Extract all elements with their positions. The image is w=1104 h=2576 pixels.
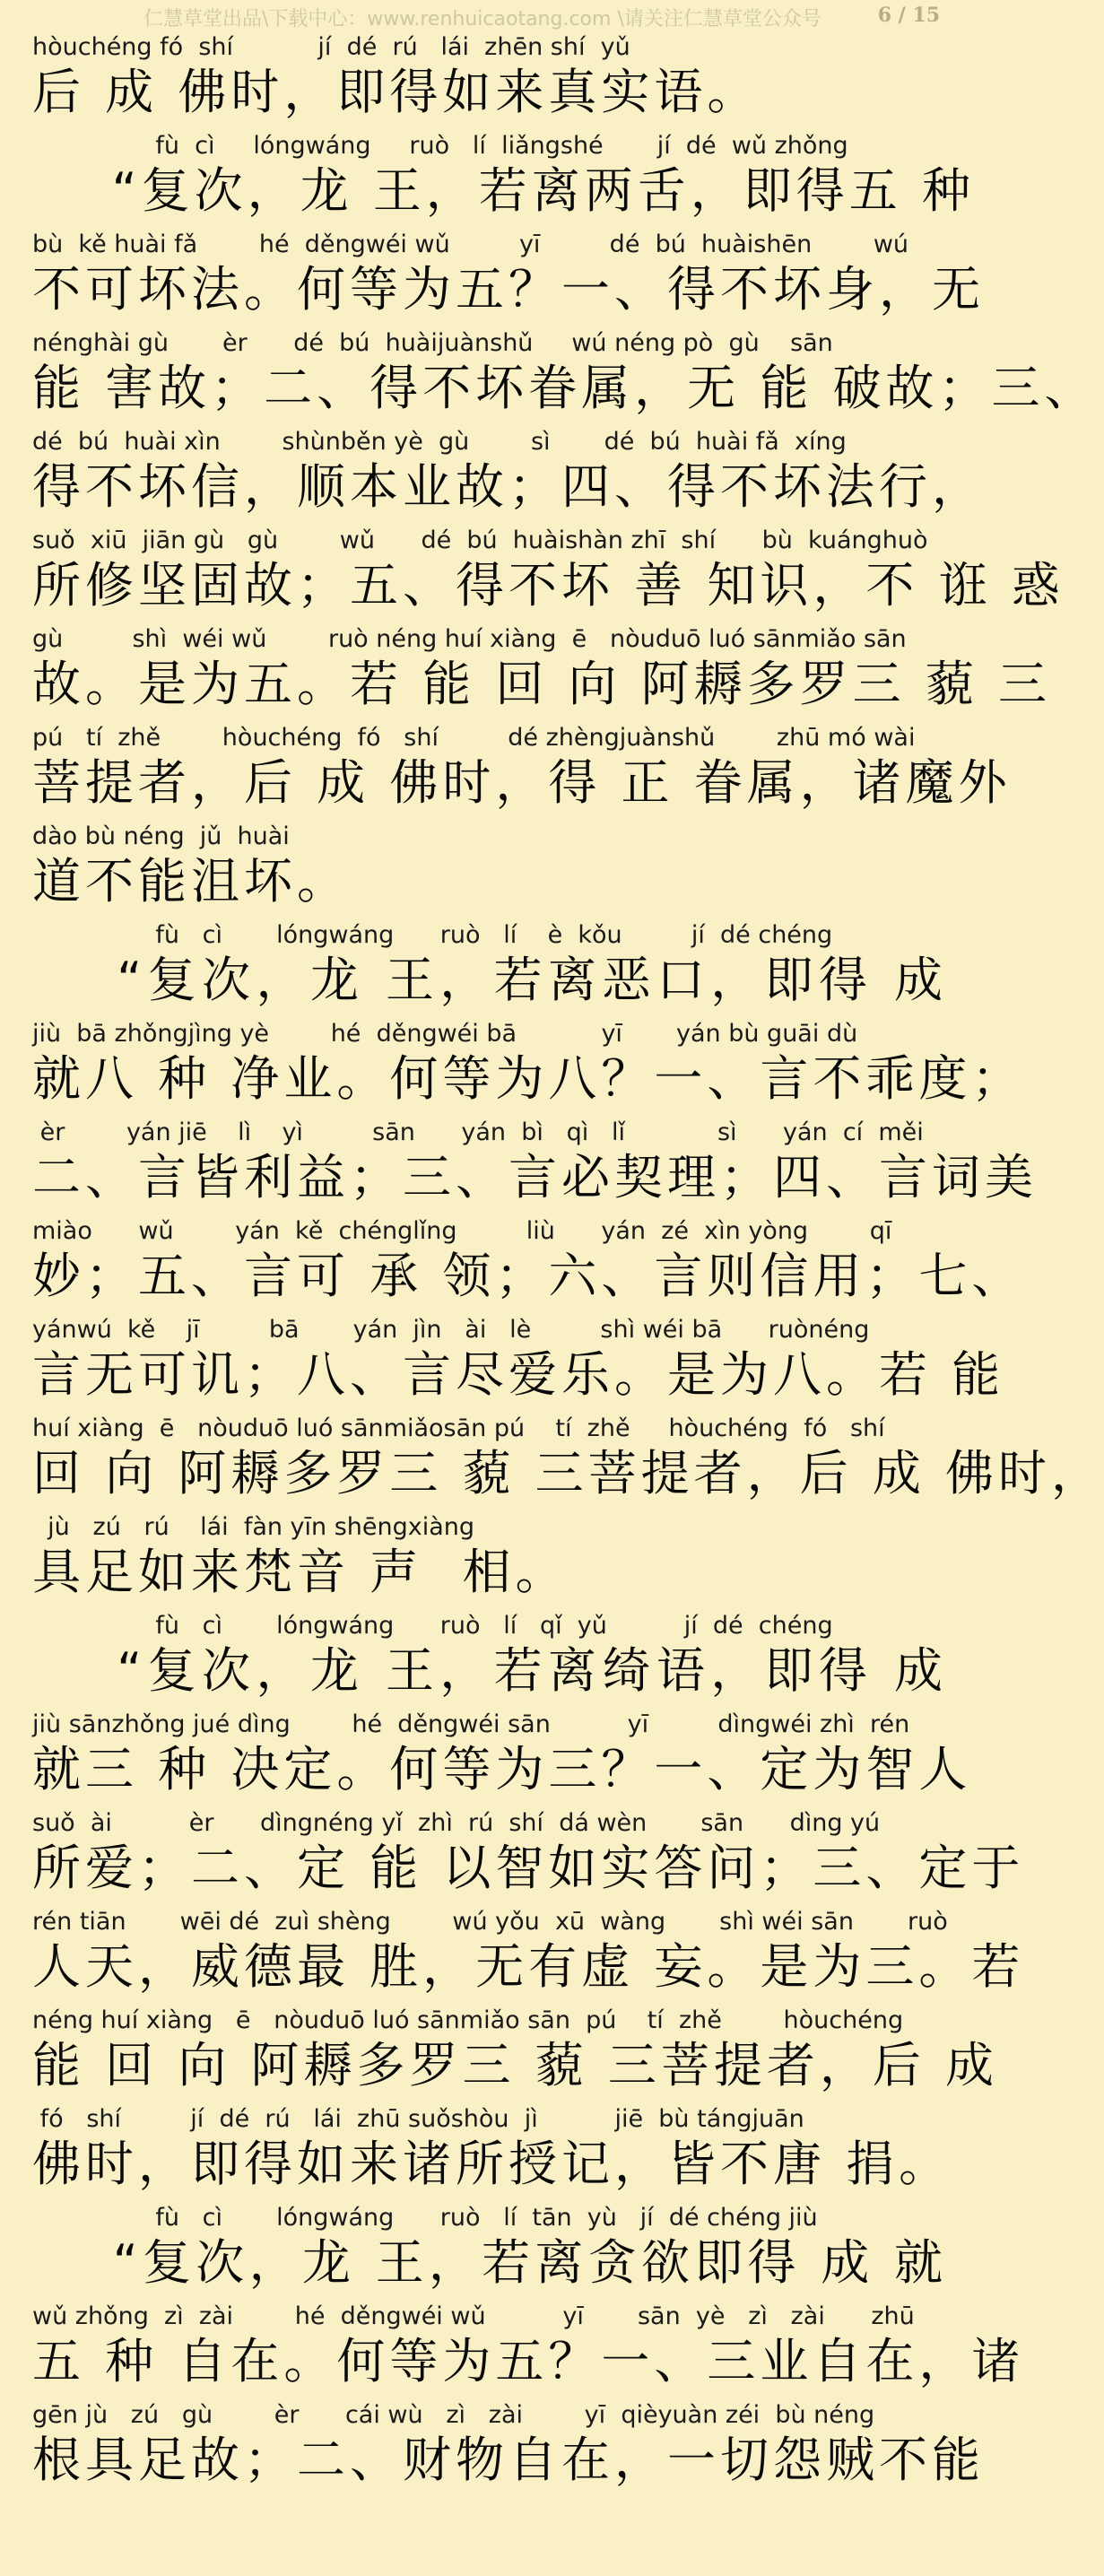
text-line bbox=[32, 126, 975, 224]
pinyin-line: gēn jù zú gù èr cái wù zì zài yī qièyuàn zéi bù néng bbox=[32, 2401, 875, 2429]
text-line bbox=[32, 2099, 952, 2197]
text-line bbox=[32, 1310, 1005, 1408]
pinyin-line: jù zú rú lái fàn yīn shēngxiàng bbox=[32, 1513, 475, 1541]
text-line bbox=[32, 2395, 985, 2493]
text-line bbox=[32, 1408, 1104, 1507]
text-line bbox=[32, 1606, 947, 1704]
text-line bbox=[32, 718, 1012, 816]
text-line bbox=[32, 323, 1098, 422]
chinese-line: 所修坚固故；五、得不坏 善 知识，不 诳 惑 bbox=[32, 557, 1065, 614]
chinese-line: “复次，龙 王，若离恶口，即得 成 bbox=[32, 952, 947, 1008]
chinese-line: 五 种 自在。何等为五？一、三业自在，诸 bbox=[32, 2333, 1025, 2389]
chinese-line: 就三 种 决定。何等为三？一、定为智人 bbox=[32, 1741, 972, 1797]
text-line bbox=[32, 1803, 1025, 1902]
pinyin-line: néng huí xiàng ē nòuduō luó sānmiǎo sān pú tí zhě hòuchéng bbox=[32, 2006, 904, 2034]
chinese-line: 佛时，即得如来诸所授记，皆不唐 捐。 bbox=[32, 2136, 952, 2192]
text-line bbox=[32, 2296, 1025, 2395]
text-line bbox=[32, 520, 1065, 619]
pinyin-line: yánwú kě jī bā yán jìn ài lè shì wéi bā ruònéng bbox=[32, 1316, 870, 1344]
text-line bbox=[32, 1211, 1025, 1310]
pinyin-line: miào wǔ yán kě chénglǐng liù yán zé xìn yòng qī bbox=[32, 1217, 892, 1245]
text-line bbox=[32, 1112, 1038, 1211]
pinyin-line: fù cì lóngwáng ruò lí liǎngshé jí dé wǔ zhǒng bbox=[32, 132, 848, 160]
chinese-line: 菩提者，后 成 佛时，得 正 眷属，诸魔外 bbox=[32, 754, 1012, 811]
pinyin-line: suǒ xiū jiān gù gù wǔ dé bú huàishàn zhī shí bù kuánghuò bbox=[32, 527, 928, 554]
pinyin-line: fù cì lóngwáng ruò lí qǐ yǔ jí dé chéng bbox=[32, 1612, 833, 1640]
pinyin-line: rén tiān wēi dé zuì shèng wú yǒu xū wàng shì wéi sān ruò bbox=[32, 1908, 948, 1936]
chinese-line: 故。是为五。若 能 回 向 阿耨多罗三 藐 三 bbox=[32, 656, 1051, 712]
chinese-line: 妙；五、言可 承 领；六、言则信用；七、 bbox=[32, 1248, 1025, 1304]
text-line bbox=[32, 422, 985, 520]
text-line bbox=[32, 2197, 947, 2296]
pinyin-line: huí xiàng ē nòuduō luó sānmiǎosān pú tí zhě hòuchéng fó shí bbox=[32, 1414, 885, 1442]
chinese-line: 具足如来梵音 声 相。 bbox=[32, 1544, 569, 1600]
text-line bbox=[32, 1014, 1025, 1112]
text-line bbox=[32, 224, 985, 323]
text-line bbox=[32, 915, 947, 1014]
chinese-line: “复次，龙 王，若离两舌，即得五 种 bbox=[32, 162, 975, 219]
text-line bbox=[32, 2000, 998, 2099]
text-line bbox=[32, 1704, 972, 1803]
pinyin-line: gù shì wéi wǔ ruò néng huí xiàng ē nòuduō luó sānmiǎo sān bbox=[32, 625, 907, 653]
pinyin-line: hòuchéng fó shí jí dé rú lái zhēn shí yǔ bbox=[32, 33, 630, 61]
text-line bbox=[32, 1507, 947, 1606]
chinese-line: “复次，龙 王，若离贪欲即得 成 就 bbox=[32, 2234, 947, 2291]
text-line bbox=[32, 619, 1051, 718]
chinese-line: 二、言皆利益；三、言必契理；四、言词美 bbox=[32, 1149, 1038, 1205]
chinese-line: 回 向 阿耨多罗三 藐 三菩提者，后 成 佛时， bbox=[32, 1445, 1104, 1501]
chinese-line: 后 成 佛时，即得如来真实语。 bbox=[32, 64, 761, 120]
chinese-line: 言无可讥；八、言尽爱乐。是为八。若 能 bbox=[32, 1346, 1005, 1403]
chinese-line: 所爱；二、定 能 以智如实答问；三、定于 bbox=[32, 1840, 1025, 1896]
chinese-line: 能 回 向 阿耨多罗三 藐 三菩提者，后 成 bbox=[32, 2037, 998, 2093]
pinyin-line: pú tí zhě hòuchéng fó shí dé zhèngjuànshǔ zhū mó wài bbox=[32, 724, 916, 752]
pinyin-line: wǔ zhǒng zì zài hé děngwéi wǔ yī sān yè zì zài zhū bbox=[32, 2302, 915, 2330]
pinyin-line: fù cì lóngwáng ruò lí tān yù jí dé chéng jiù bbox=[32, 2204, 818, 2232]
chinese-line: 道不能沮坏。 bbox=[32, 853, 350, 909]
chinese-line: 根具足故；二、财物自在，一切怨贼不能 bbox=[32, 2432, 985, 2488]
chinese-line: 就八 种 净业。何等为八？一、言不乖度； bbox=[32, 1050, 1025, 1107]
pinyin-line: jiù bā zhǒngjìng yè hé děngwéi bā yī yán bù guāi dù bbox=[32, 1020, 858, 1048]
text-line bbox=[32, 816, 947, 915]
pinyin-line: dào bù néng jǔ huài bbox=[32, 822, 290, 850]
chinese-line: 人天，威德最 胜，无有虚 妄。是为三。若 bbox=[32, 1938, 1025, 1995]
pinyin-line: jiù sānzhǒng jué dìng hé děngwéi sān yī dìngwéi zhì rén bbox=[32, 1710, 910, 1738]
pinyin-line: dé bú huài xìn shùnběn yè gù sì dé bú huài fǎ xíng bbox=[32, 428, 847, 456]
chinese-line: 得不坏信，顺本业故；四、得不坏法行， bbox=[32, 458, 985, 515]
pinyin-line: èr yán jiē lì yì sān yán bì qì lǐ sì yán cí měi bbox=[32, 1118, 924, 1146]
header-source-text: 仁慧草堂出品\下载中心：www.renhuicaotang.com \请关注仁慧草堂公众号 bbox=[143, 8, 821, 30]
scripture-body bbox=[32, 27, 1104, 2493]
pinyin-line: nénghài gù èr dé bú huàijuànshǔ wú néng pò gù sān bbox=[32, 329, 833, 357]
page-number: 6 / 15 bbox=[877, 4, 940, 27]
pinyin-line: bù kě huài fǎ hé děngwéi wǔ yī dé bú huàishēn wú bbox=[32, 231, 909, 258]
pinyin-line: fó shí jí dé rú lái zhū suǒshòu jì jiē bù tángjuān bbox=[32, 2105, 804, 2133]
chinese-line: “复次，龙 王，若离绮语，即得 成 bbox=[32, 1642, 947, 1699]
pinyin-line: fù cì lóngwáng ruò lí è kǒu jí dé chéng bbox=[32, 921, 833, 949]
chinese-line: 不可坏法。何等为五？一、得不坏身，无 bbox=[32, 261, 985, 318]
pinyin-line: suǒ ài èr dìngnéng yǐ zhì rú shí dá wèn sān dìng yú bbox=[32, 1809, 881, 1837]
chinese-line: 能 害故；二、得不坏眷属，无 能 破故；三、 bbox=[32, 360, 1098, 416]
text-line bbox=[32, 27, 947, 126]
text-line bbox=[32, 1902, 1025, 2000]
